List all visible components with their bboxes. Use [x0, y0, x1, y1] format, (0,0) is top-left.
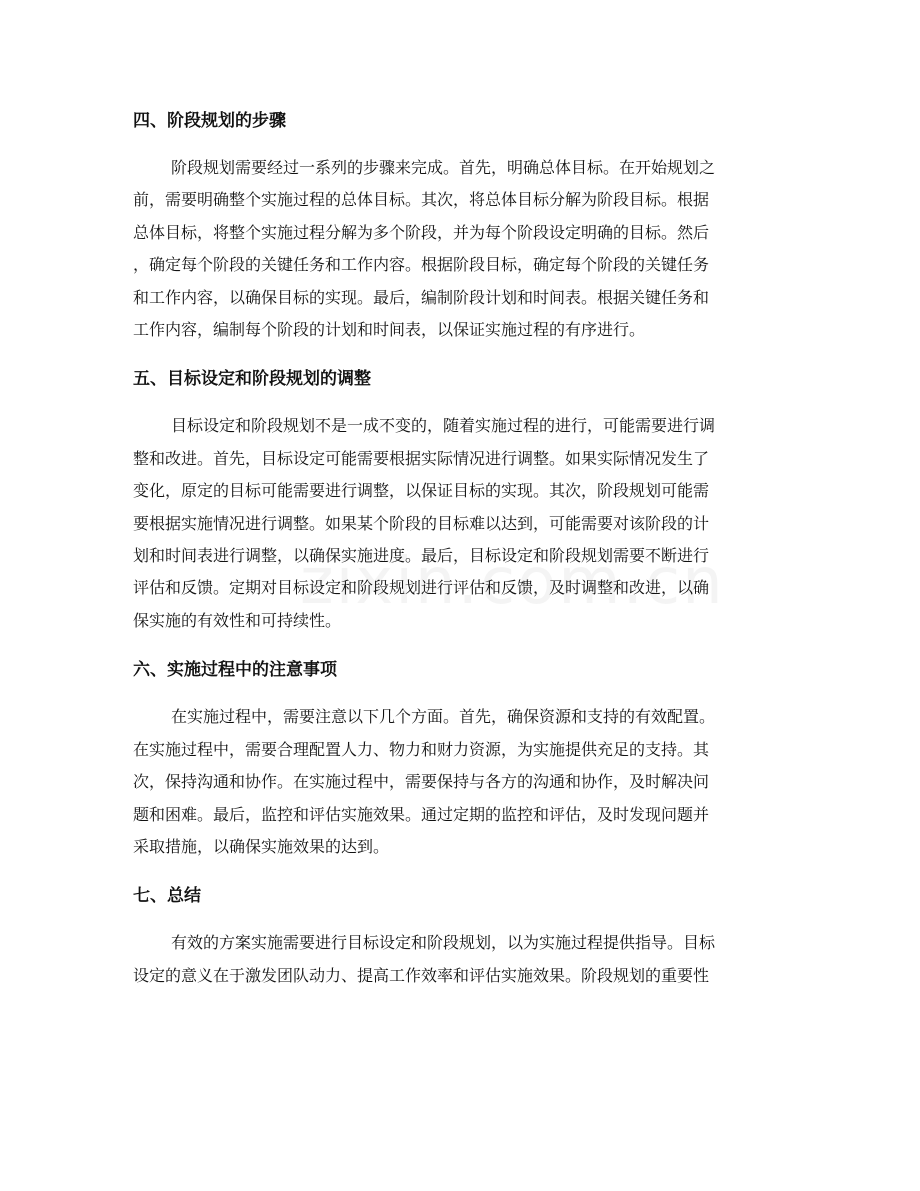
- watermark: [300, 545, 725, 619]
- section-heading: 七、总结: [133, 886, 201, 907]
- text-line: 要根据实施情况进行调整。如果某个阶段的目标难以达到，可能需要对该阶段的计: [133, 513, 710, 533]
- text-line: 在实施过程中，需要注意以下几个方面。首先，确保资源和支持的有效配置。: [171, 707, 716, 727]
- section-paragraph: [133, 152, 792, 346]
- text-line: 在实施过程中，需要合理配置人力、物力和财力资源，为实施提供充足的支持。其: [133, 739, 710, 759]
- text-line: 整和改进。首先，目标设定可能需要根据实际情况进行调整。如果实际情况发生了: [133, 448, 710, 468]
- text-line: 题和困难。最后，监控和评估实施效果。通过定期的监控和评估，及时发现问题并: [133, 804, 710, 824]
- section-heading: 六、实施过程中的注意事项: [133, 660, 337, 681]
- text-line: 前，需要明确整个实施过程的总体目标。其次，将总体目标分解为阶段目标。根据: [133, 190, 710, 210]
- text-line: 和工作内容，以确保目标的实现。最后，编制阶段计划和时间表。根据关键任务和: [133, 287, 710, 307]
- section-heading: 五、目标设定和阶段规划的调整: [133, 369, 371, 390]
- text-line: 设定的意义在于激发团队动力、提高工作效率和评估实施效果。阶段规划的重要性: [133, 965, 710, 985]
- section-7: [133, 879, 792, 992]
- text-line: 次，保持沟通和协作。在实施过程中，需要保持与各方的沟通和协作，及时解决问: [133, 772, 710, 792]
- text-line: 目标设定和阶段规划不是一成不变的，随着实施过程的进行，可能需要进行调: [171, 416, 716, 436]
- section-6: [133, 653, 792, 863]
- section-paragraph: [133, 701, 792, 863]
- text-line: 总体目标，将整个实施过程分解为多个阶段，并为每个阶段设定明确的目标。然后: [133, 222, 710, 242]
- section-4: [133, 104, 792, 346]
- text-line: 划和时间表进行调整，以确保实施进度。最后，目标设定和阶段规划需要不断进行: [133, 546, 710, 566]
- section-heading: 四、阶段规划的步骤: [133, 111, 286, 131]
- text-line: 保实施的有效性和可持续性。: [133, 610, 342, 630]
- text-line: 变化，原定的目标可能需要进行调整，以保证目标的实现。其次，阶段规划可能需: [133, 481, 710, 501]
- text-line: 采取措施，以确保实施效果的达到。: [133, 836, 390, 856]
- text-line: 有效的方案实施需要进行目标设定和阶段规划，以为实施过程提供指导。目标: [171, 933, 716, 953]
- text-line: ，确定每个阶段的关键任务和工作内容。根据阶段目标，确定每个阶段的关键任务: [133, 255, 710, 275]
- text-line: 评估和反馈。定期对目标设定和阶段规划进行评估和反馈，及时调整和改进，以确: [133, 578, 710, 598]
- text-line: 阶段规划需要经过一系列的步骤来完成。首先，明确总体目标。在开始规划之: [171, 158, 716, 177]
- section-paragraph: [133, 927, 792, 992]
- text-line: 工作内容，编制每个阶段的计划和时间表，以保证实施过程的有序进行。: [133, 320, 646, 340]
